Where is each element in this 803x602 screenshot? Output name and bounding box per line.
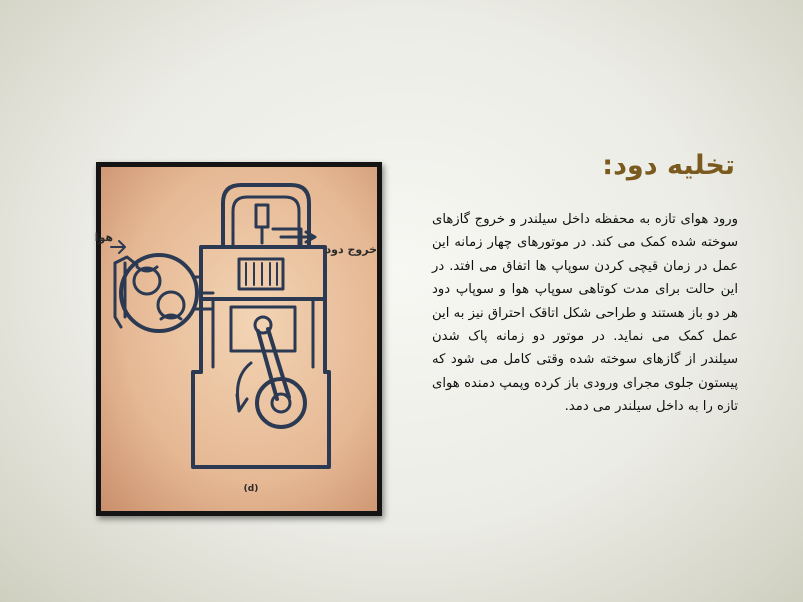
engine-diagram-photo [94, 167, 377, 511]
roots-blower [121, 255, 197, 331]
label-exhaust: خروج دود [325, 243, 377, 256]
label-air: هوا [94, 231, 113, 244]
slide-body-text: ورود هوای تازه به محفظه داخل سیلندر و خروج گازهای سوخته شده کمک می کند. در موتورهای چهار زمانه این عمل در زمان قیچی کردن سوپاپ ها اتفاق می افتد. در این حالت برای مدت کوتاهی سوپاپ هوا و سوپاپ دود هر دو باز هستند و طراحی شکل اتاقک احتراق نیز به این عمل کمک می نماید. در موتور دو زمانه پاک شدن سیلندر از گازهای سوخته شده وقتی کامل می شود که پیستون جلوی مجرای ورودی باز کرده وپمپ دمنده هوای تازه را به داخل سیلندر می دمد. [432, 212, 738, 415]
figure-caption: (d) [243, 484, 259, 494]
figure-frame [96, 162, 382, 516]
slide-title: تخلیه دود: [602, 150, 735, 181]
engine-diagram [94, 167, 377, 511]
crankshaft [257, 379, 305, 427]
injector [256, 205, 268, 227]
